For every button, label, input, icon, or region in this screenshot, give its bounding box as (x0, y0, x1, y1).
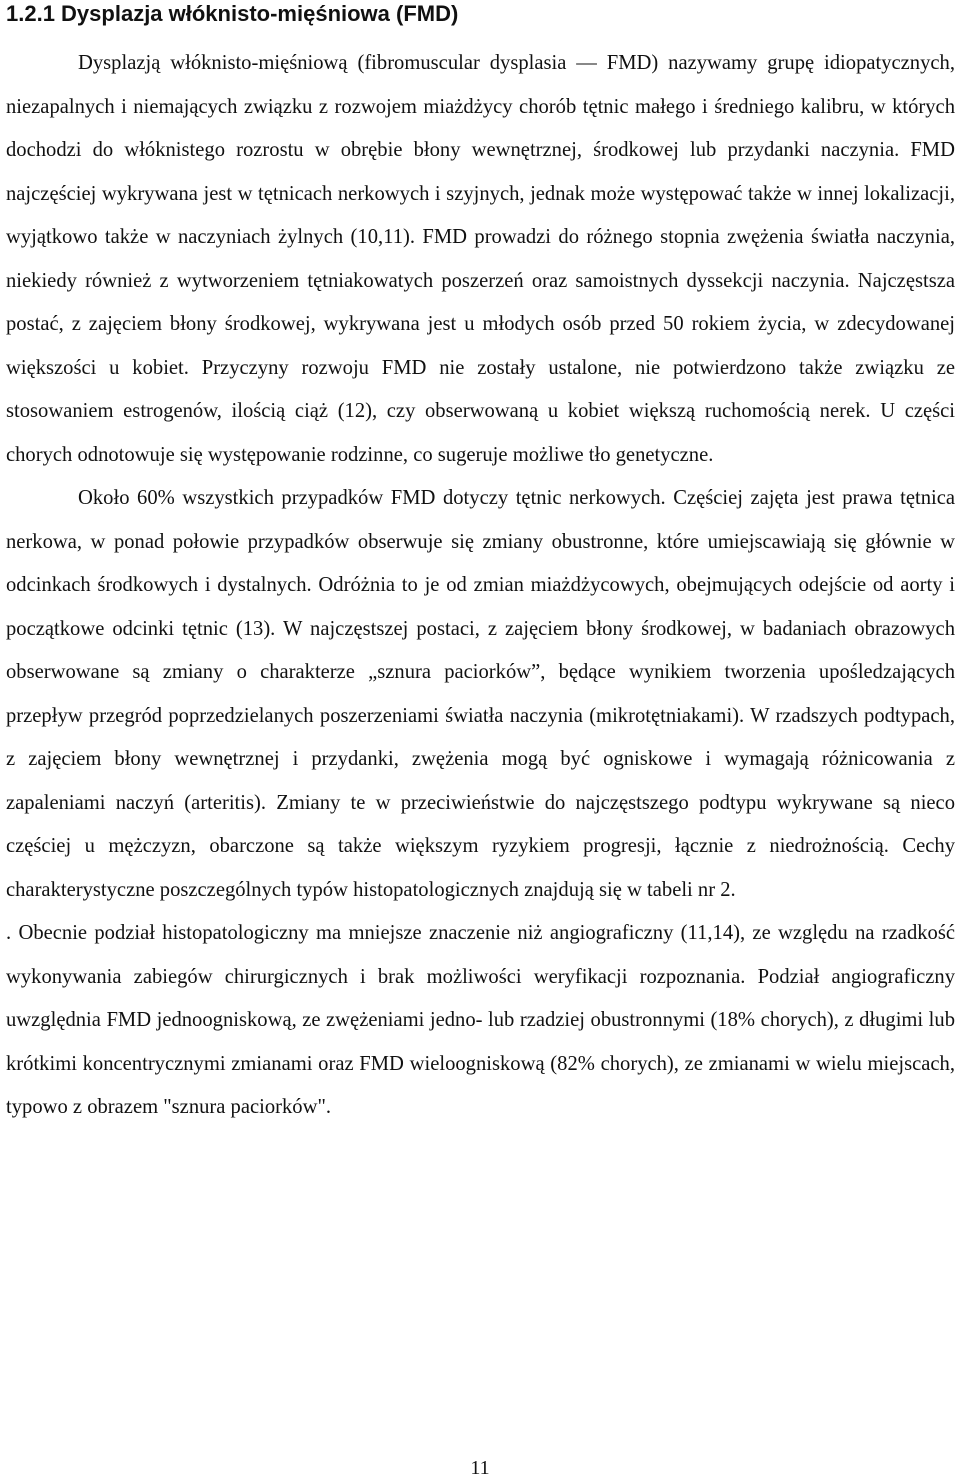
section-heading: 1.2.1 Dysplazja włóknisto-mięśniowa (FMD) (6, 1, 459, 26)
page-number: 11 (470, 1457, 490, 1479)
paragraph-fmd-definition: Dysplazją włóknisto-mięśniową (fibromuscular dysplasia — FMD) nazywamy grupę idiopatycznych, niezapalnych i niemających związku z rozwojem miażdżycy chorób tętnic małego i średniego kalibru, w których dochodzi do włóknistego rozrostu w obrębie błony wewnętrznej, środkowej lub przydanki naczynia. FMD najczęściej wykrywana jest w tętnicach nerkowych i szyjnych, jednak może występować także w innej lokalizacji, wyjątkowo także w naczyniach żylnych (10,11). FMD prowadzi do różnego stopnia zwężenia światła naczynia, niekiedy również z wytworzeniem tętniakowatych poszerzeń oraz samoistnych dyssekcji naczynia. Najczęstsza postać, z zajęciem błony środkowej, wykrywana jest u młodych osób przed 50 rokiem życia, w zdecydowanej większości u kobiet. Przyczyny rozwoju FMD nie zostały ustalone, nie potwierdzono także związku ze stosowaniem estrogenów, ilością ciąż (12), czy obserwowaną u kobiet większą ruchomością nerek. U części chorych odnotowuje się występowanie rodzinne, co sugeruje możliwe tło genetyczne. (6, 52, 955, 466)
paragraph-classification: . Obecnie podział histopatologiczny ma mniejsze znaczenie niż angiograficzny (11,14), ze względu na rzadkość wykonywania zabiegów chirurgicznych i brak możliwości weryfikacji rozpoznania. Podział angiograficzny uwzględnia FMD jednoogniskową, ze zwężeniami jedno- lub rzadziej obustronnymi (18% chorych), z długimi lub krótkimi koncentrycznymi zmianami oraz FMD wieloogniskową (82% chorych), ze zmianami w wielu miejscach, typowo z obrazem "sznura paciorków". (6, 922, 955, 1118)
paragraph-renal-arteries: Około 60% wszystkich przypadków FMD dotyczy tętnic nerkowych. Częściej zajęta jest prawa tętnica nerkowa, w ponad połowie przypadków obserwuje się zmiany obustronne, które umiejscawiają się głównie w odcinkach środkowych i dystalnych. Odróżnia to je od zmian miażdżycowych, obejmujących odejście od aorty i początkowe odcinki tętnic (13). W najczęstszej postaci, z zajęciem błony środkowej, w badaniach obrazowych obserwowane są zmiany o charakterze „sznura paciorków”, będące wynikiem tworzenia upośledzających przepływ przegród poprzedzielanych poszerzeniami światła naczynia (mikrotętniakami). W rzadszych podtypach, z zajęciem błony wewnętrznej i przydanki, zwężenia mogą być ogniskowe i wymagają różnicowania z zapaleniami naczyń (arteritis). Zmiany te w przeciwieństwie do najczęstszego podtypu wykrywane są nieco częściej u mężczyzn, obarczone są także większym ryzykiem progresji, łącznie z niedrożnością. Cechy charakterystyczne poszczególnych typów histopatologicznych znajdują się w tabeli nr 2. (6, 487, 955, 901)
document-body (6, 42, 955, 1130)
